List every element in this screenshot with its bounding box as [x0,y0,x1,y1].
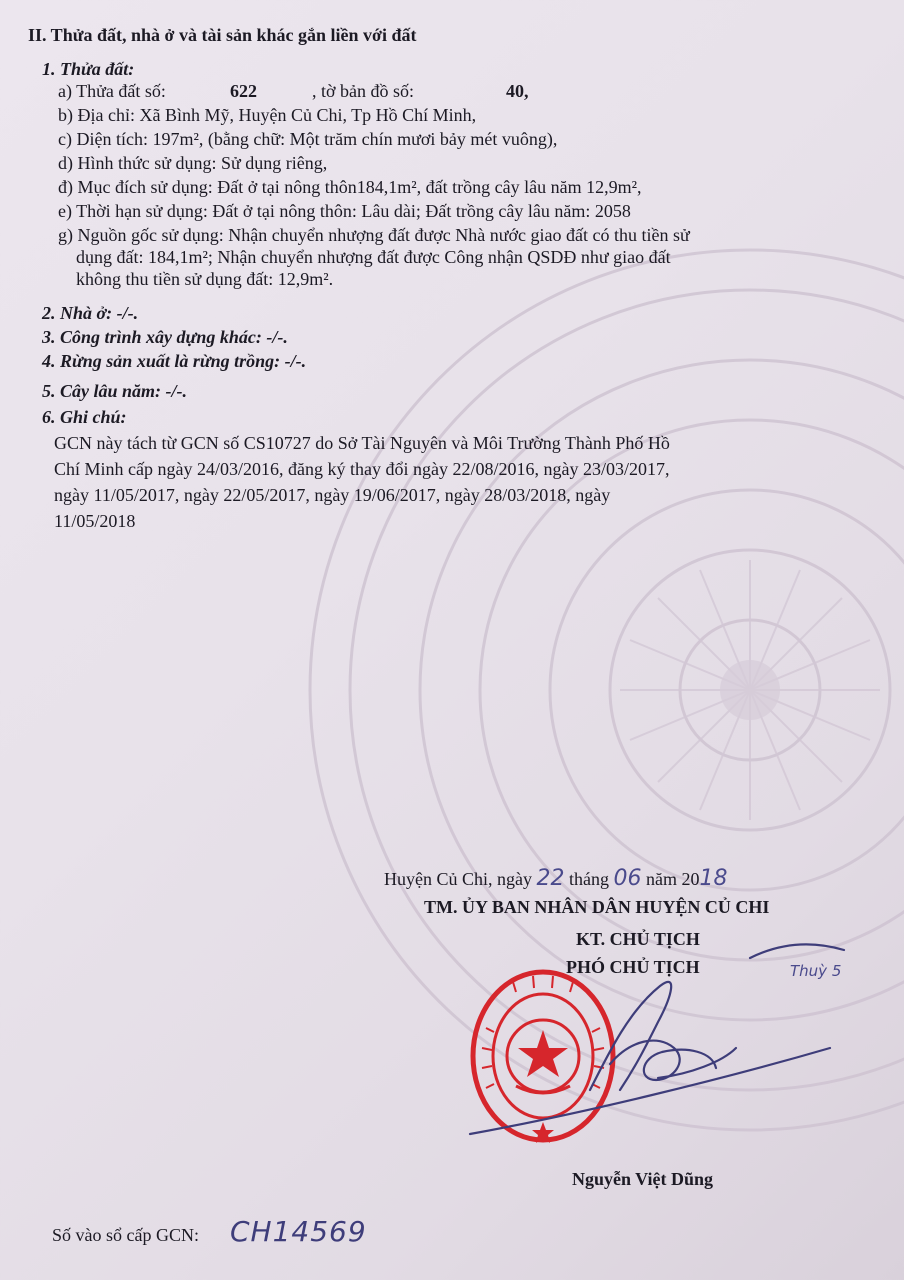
initials: Thuỳ 5 [790,962,842,980]
kt-line: KT. CHỦ TỊCH [576,929,700,949]
map-sheet-label: , tờ bản đồ số: [312,81,415,101]
notes-line-3: ngày 11/05/2017, ngày 22/05/2017, ngày 19/06/2017, ngày 28/03/2018, ngày [54,485,611,505]
area-line: c) Diện tích: 197m², (bằng chữ: Một trăm chín mươi bảy mét vuông), [58,129,558,149]
notes-line-4: 11/05/2018 [54,511,136,531]
usage-origin-line-2: dụng đất: 184,1m²; Nhận chuyển nhượng đất được Công nhận QSDĐ như giao đất [76,247,671,267]
perennial-line: 5. Cây lâu năm: -/-. [42,381,188,401]
notes-line-1: GCN này tách từ GCN số CS10727 do Sở Tài Nguyên và Môi Trường Thành Phố Hồ [54,433,670,453]
forest-line: 4. Rừng sản xuất là rừng trồng: -/-. [42,351,307,371]
section-title: II. Thửa đất, nhà ở và tài sản khác gắn liền với đất [28,25,417,45]
map-sheet-value: 40, [506,81,529,101]
usage-form-line: d) Hình thức sử dụng: Sử dụng riêng, [58,153,328,173]
deputy-title-line: PHÓ CHỦ TỊCH [566,957,700,977]
usage-origin-line-3: không thu tiền sử dụng đất: 12,9m². [76,269,334,289]
usage-origin-line-1: g) Nguồn gốc sử dụng: Nhận chuyển nhượng đất được Nhà nước giao đất có thu tiền sử [58,225,690,245]
address-line: b) Địa chỉ: Xã Bình Mỹ, Huyện Củ Chi, Tp Hồ Chí Minh, [58,105,477,125]
signing-year-suffix: 18 [699,866,728,891]
signing-month-label: tháng [569,869,609,889]
registry-number: CH14569 [230,1215,367,1248]
notes-heading: 6. Ghi chú: [42,407,127,427]
land-heading: 1. Thửa đất: [42,59,135,79]
signing-year-label: năm 20 [646,869,700,889]
signing-month: 06 [613,866,642,891]
signing-place-prefix: Huyện Củ Chi, ngày [384,869,532,889]
signer-name: Nguyễn Việt Dũng [572,1169,714,1189]
usage-purpose-line: đ) Mục đích sử dụng: Đất ở tại nông thôn184,1m², đất trồng cây lâu năm 12,9m², [58,177,642,197]
handwritten-signature [460,930,880,1150]
parcel-number-value: 622 [230,81,257,101]
notes-line-2: Chí Minh cấp ngày 24/03/2016, đăng ký thay đổi ngày 22/08/2016, ngày 23/03/2017, [54,459,670,479]
registry-label: Số vào sổ cấp GCN: [52,1225,199,1245]
parcel-number-label: a) Thửa đất số: [58,81,166,101]
house-line: 2. Nhà ở: -/-. [42,303,139,323]
authority-line: TM. ỦY BAN NHÂN DÂN HUYỆN CỦ CHI [424,897,770,917]
signing-day: 22 [536,866,565,891]
usage-term-line: e) Thời hạn sử dụng: Đất ở tại nông thôn: Lâu dài; Đất trồng cây lâu năm: 2058 [58,201,631,221]
signing-place-date [384,868,728,890]
other-works-line: 3. Công trình xây dựng khác: -/-. [42,327,288,347]
